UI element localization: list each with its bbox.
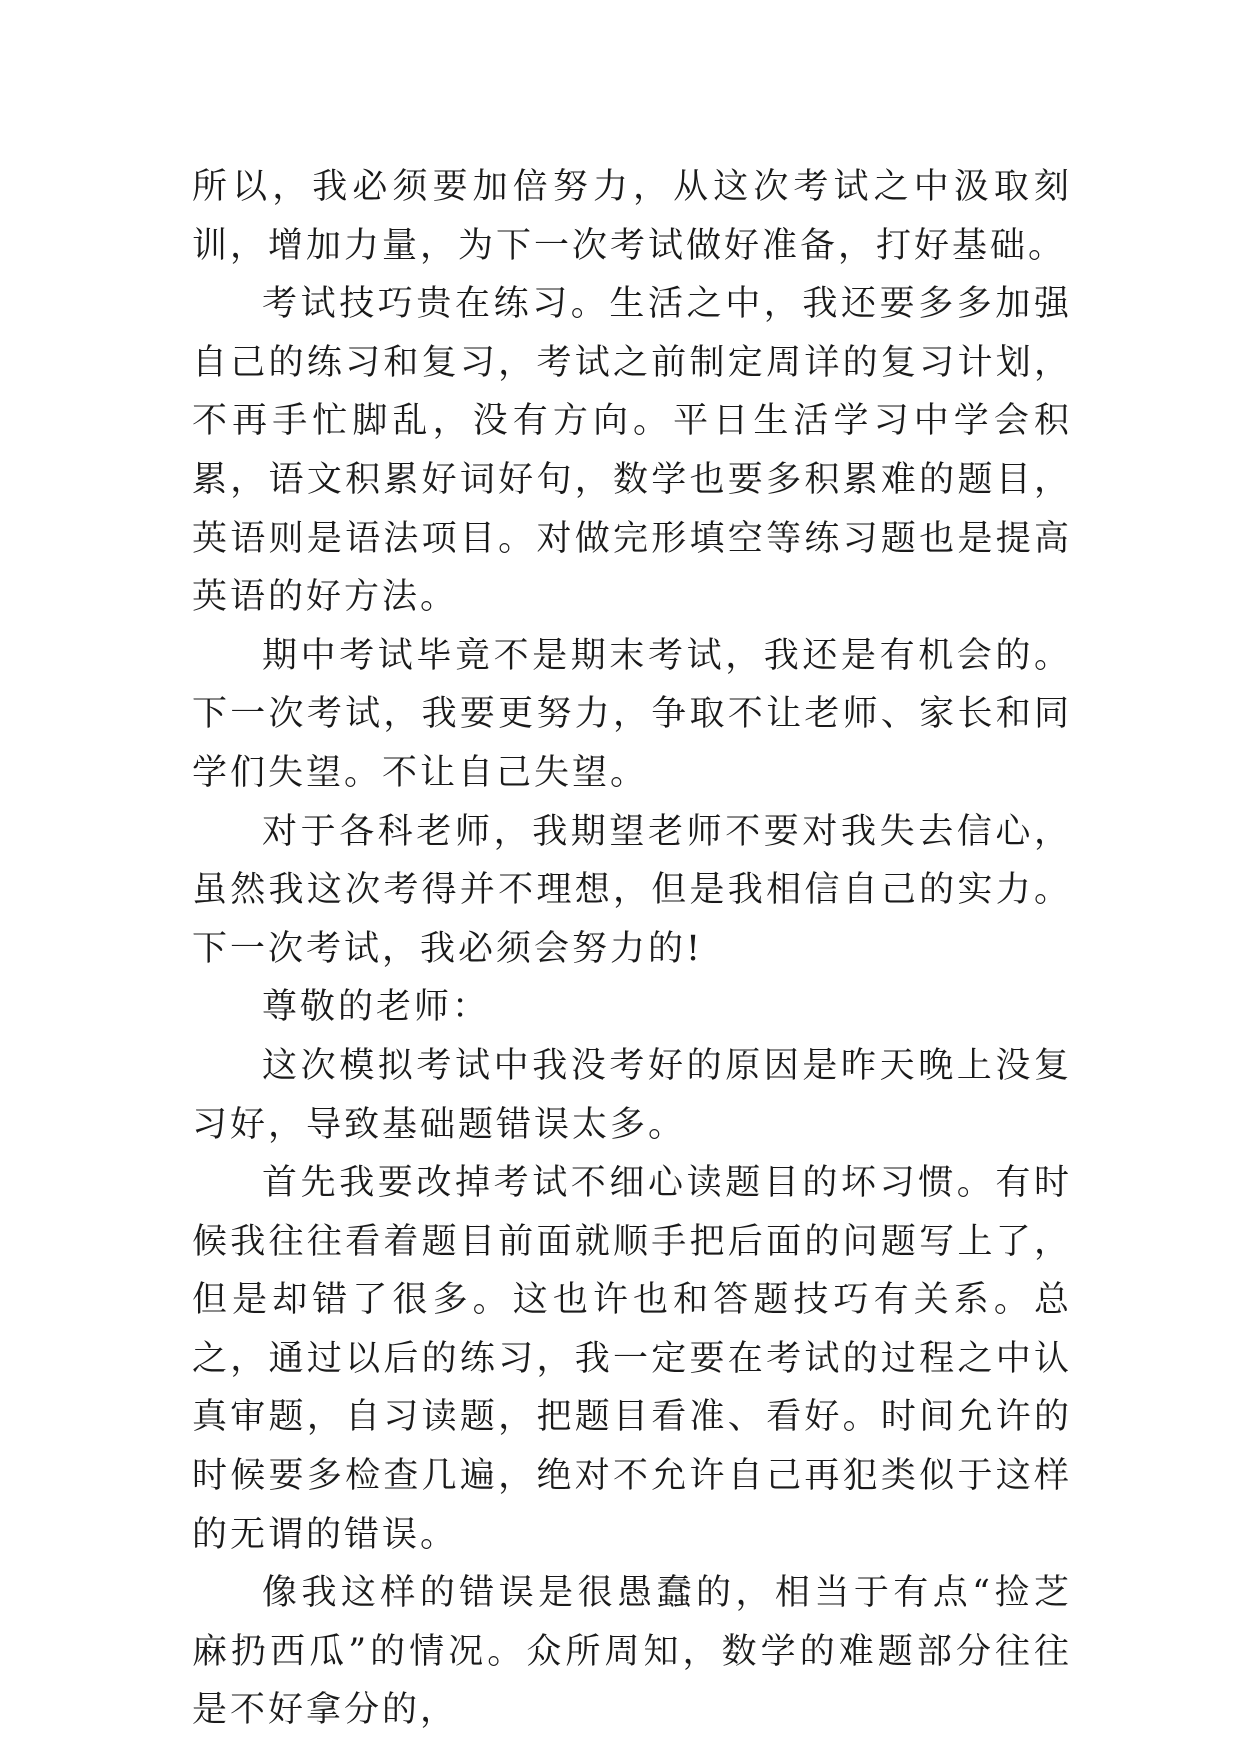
body-text	[192, 158, 1072, 1740]
paragraph-5: 这次模拟考试中我没考好的原因是昨天晚上没复习好，导致基础题错误太多。	[192, 1045, 1072, 1145]
paragraph-4: 对于各科老师，我期望老师不要对我失去信心，虽然我这次考得并不理想，但是我相信自己的实力。下一次考试，我必须会努力的!	[192, 811, 1072, 969]
paragraph-2: 考试技巧贵在练习。生活之中，我还要多多加强自己的练习和复习，考试之前制定周详的复习计划，不再手忙脚乱，没有方向。平日生活学习中学会积累，语文积累好词好句，数学也要多积累难的题目，英语则是语法项目。对做完形填空等练习题也是提高英语的好方法。	[192, 284, 1072, 618]
paragraph-3: 期中考试毕竟不是期末考试，我还是有机会的。下一次考试，我要更努力，争取不让老师、家长和同学们失望。不让自己失望。	[192, 635, 1072, 793]
paragraph-6: 首先我要改掉考试不细心读题目的坏习惯。有时候我往往看着题目前面就顺手把后面的问题写上了，但是却错了很多。这也许也和答题技巧有关系。总之，通过以后的练习，我一定要在考试的过程之中认真审题，自习读题，把题目看准、看好。时间允许的时候要多检查几遍，绝对不允许自己再犯类似于这样的无谓的错误。	[192, 1163, 1072, 1555]
paragraph-7: 像我这样的错误是很愚蠢的，相当于有点“捡芝麻扔西瓜”的情况。众所周知，数学的难题部分往往是不好拿分的，	[192, 1573, 1072, 1731]
paragraph-1: 所以，我必须要加倍努力，从这次考试之中汲取刻训，增加力量，为下一次考试做好准备，打好基础。	[192, 167, 1072, 266]
salutation: 尊敬的老师：	[262, 987, 491, 1028]
